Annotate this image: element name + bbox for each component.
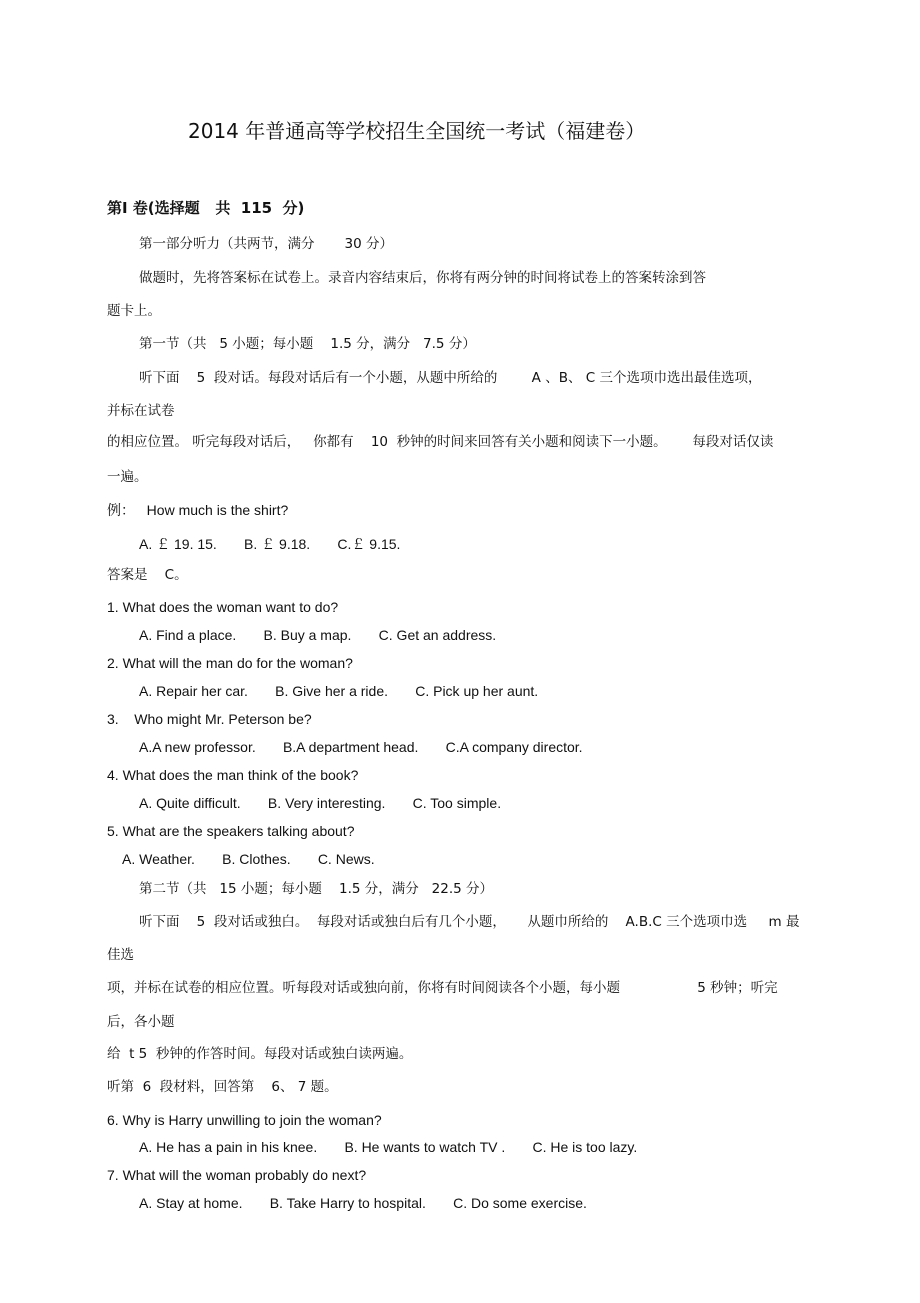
section2-heading: 第二节（共 15 小题；每小题 1.5 分，满分 22.5 分） <box>139 881 493 897</box>
question-options: A. Stay at home. B. Take Harry to hospital. C. Do some exercise. <box>139 1195 587 1211</box>
question-options: A. Repair her car. B. Give her a ride. C. Pick up her aunt. <box>139 683 539 699</box>
question: 4. What does the man think of the book? <box>107 767 359 783</box>
instruction-line: 后，各小题 <box>107 1014 175 1030</box>
question: 3. Who might Mr. Peterson be? <box>107 711 312 727</box>
question: 2. What will the man do for the woman? <box>107 655 353 671</box>
material-instruction: 听第 6 段材料，回答第 6、 7 题。 <box>107 1079 338 1095</box>
question-options: A. Weather. B. Clothes. C. News. <box>122 851 375 867</box>
question-options: A. Quite difficult. B. Very interesting. C. Too simple. <box>139 795 502 811</box>
question: 5. What are the speakers talking about? <box>107 823 355 839</box>
example-answer: 答案是 C。 <box>107 567 188 583</box>
listening-heading: 第一部分听力（共两节，满分 30 分） <box>139 236 394 252</box>
section1-heading: 第一节（共 5 小题；每小题 1.5 分，满分 7.5 分） <box>139 336 476 352</box>
example-question: 例： How much is the shirt? <box>107 502 289 518</box>
example-options: A. ￡ 19. 15. B. ￡ 9.18. C.￡ 9.15. <box>139 536 401 552</box>
question-options: A.A new professor. B.A department head. C.A company director. <box>139 739 583 755</box>
instruction-line: 给 t 5 秒钟的作答时间。每段对话或独白读两遍。 <box>107 1046 413 1062</box>
question: 6. Why is Harry unwilling to join the woman? <box>107 1112 382 1128</box>
question-options: A. Find a place. B. Buy a map. C. Get an address. <box>139 627 497 643</box>
question: 1. What does the woman want to do? <box>107 599 339 615</box>
instruction-line: 佳选 <box>107 947 134 963</box>
question: 7. What will the woman probably do next? <box>107 1167 367 1183</box>
instruction-line: 并标在试卷 <box>107 403 175 419</box>
instruction-line: 的相应位置。 听完每段对话后， 你都有 10 秒钟的时间来回答有关小题和阅读下一小题。 每段对话仅读 <box>107 434 774 450</box>
instruction-line: 听下面 5 段对话或独白。 每段对话或独白后有几个小题， 从题巾所给的 A.B.C 三个选项巾选 m 最 <box>139 914 800 930</box>
instruction-line: 做题时，先将答案标在试卷上。录音内容结束后，你将有两分钟的时间将试卷上的答案转涂到答 <box>139 270 706 286</box>
part1-heading: 第Ⅰ 卷(选择题 共 115 分) <box>107 199 305 217</box>
instruction-line: 听下面 5 段对话。每段对话后有一个小题，从题中所给的 A 、B、 C 三个选项巾选出最佳选项， <box>139 370 762 386</box>
instruction-line: 题卡上。 <box>107 303 161 319</box>
document-title: 2014 年普通高等学校招生全国统一考试（福建卷） <box>188 119 646 143</box>
instruction-line: 一遍。 <box>107 469 148 485</box>
question-options: A. He has a pain in his knee. B. He wants to watch TV . C. He is too lazy. <box>139 1139 638 1155</box>
instruction-line: 项，并标在试卷的相应位置。听每段对话或独向前，你将有时间阅读各个小题，每小题 5 秒钟；听完 <box>107 980 778 996</box>
